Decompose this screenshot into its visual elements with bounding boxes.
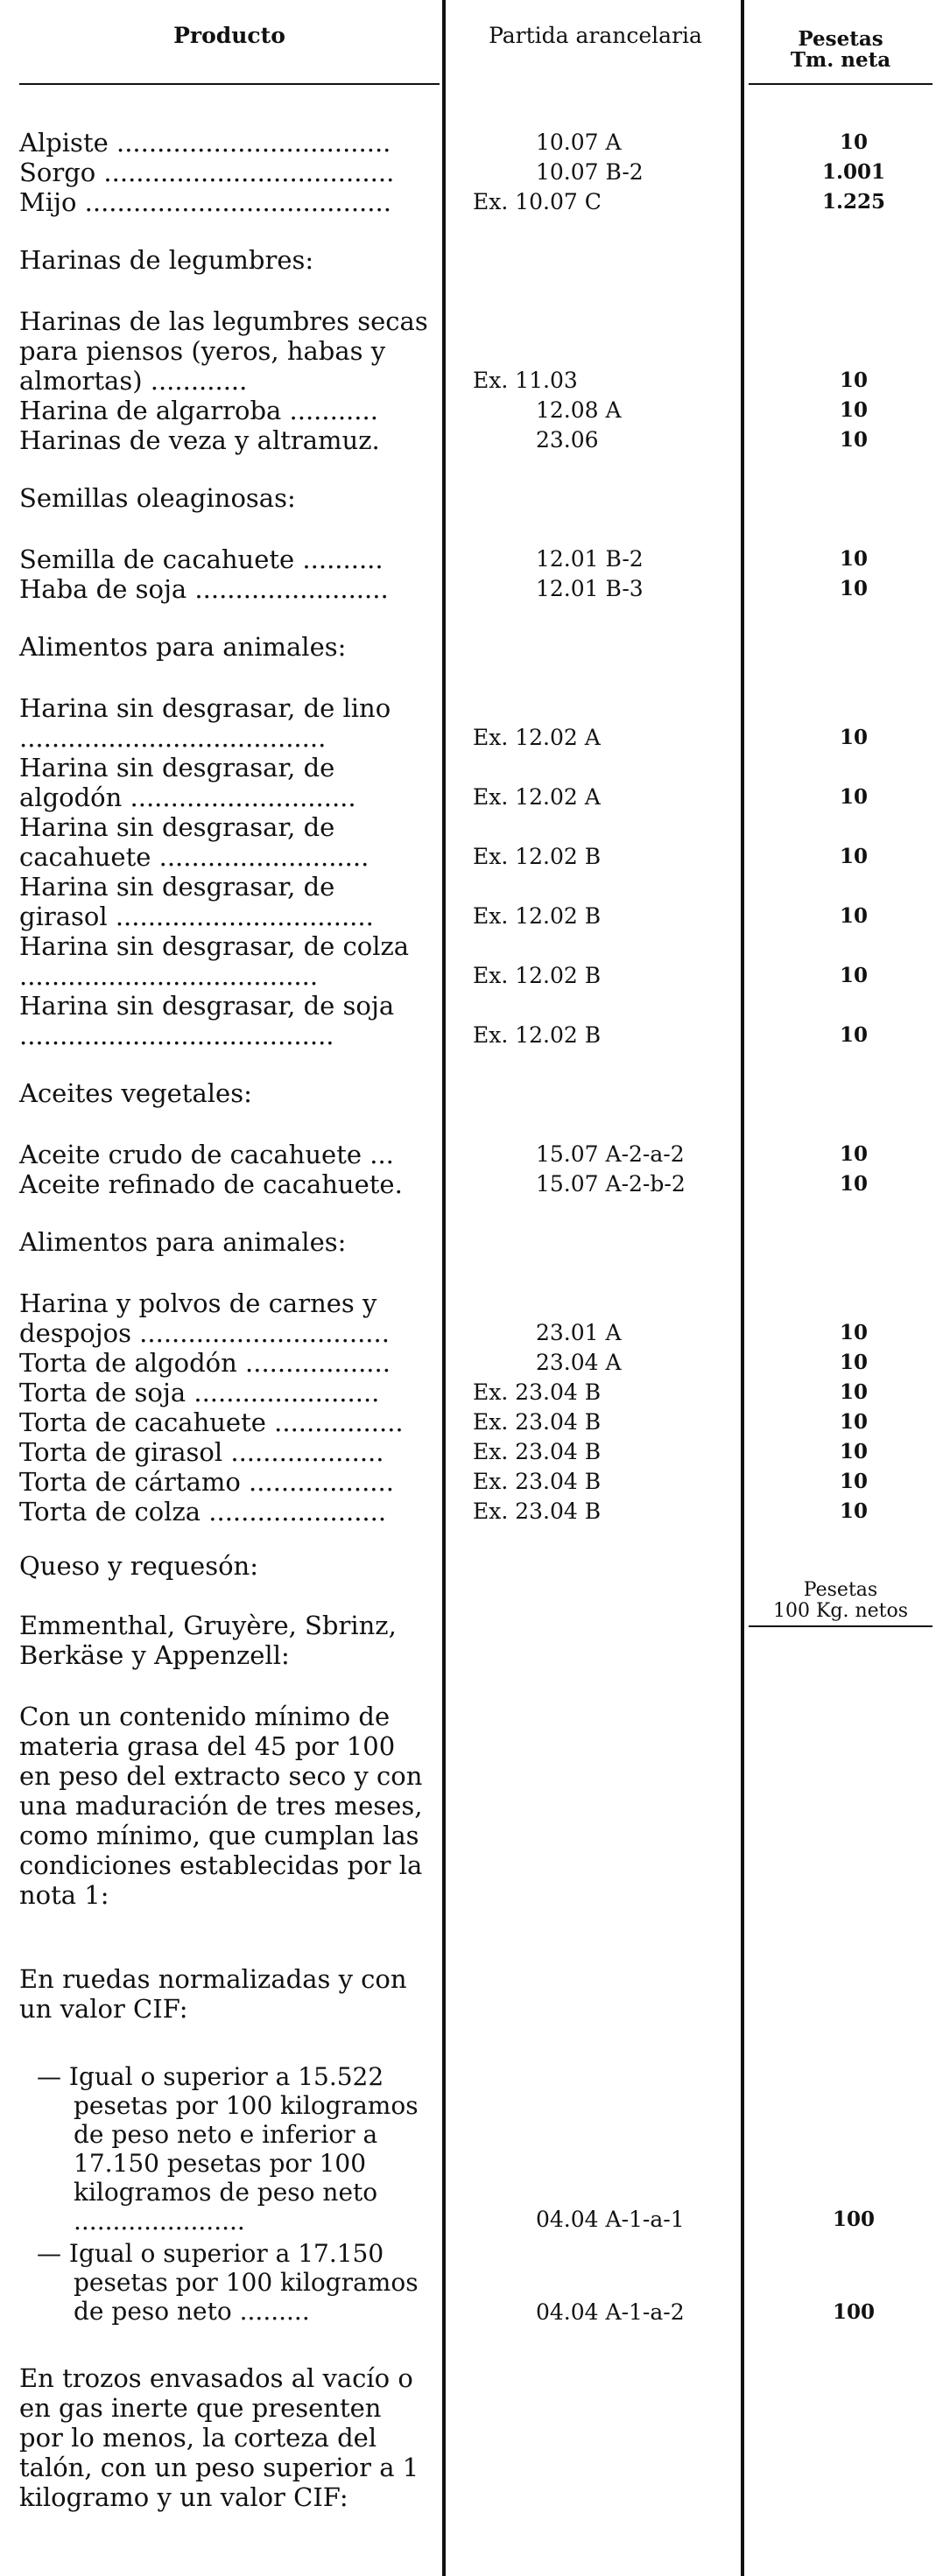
row-product: Torta de algodón .................. (19, 1348, 391, 1378)
row-value: 10 (839, 1172, 868, 1196)
row-value: 10 (839, 1023, 868, 1047)
row-code: Ex. 12.02 B (473, 1022, 602, 1048)
row-product: Alpiste .................................. (19, 128, 391, 158)
row-value: 100 (832, 2300, 875, 2324)
section-heading: Aceites vegetales: (19, 1078, 252, 1108)
row-value: 10 (839, 1440, 868, 1463)
row-code: 12.01 B-3 (536, 576, 644, 601)
row-product: Semilla de cacahuete .......... (19, 544, 384, 574)
row-value: 10 (839, 904, 868, 928)
row-value: 10 (839, 1410, 868, 1434)
row-product: Harina de algarroba ........... (19, 396, 378, 425)
row-product: Harina sin desgrasar, de cacahuete .......................... (19, 812, 369, 872)
row-code: 10.07 B-2 (536, 159, 644, 185)
row-code: 23.01 A (536, 1320, 622, 1345)
section-heading: Queso y requesón: (19, 1551, 258, 1581)
row-code: Ex. 12.02 B (473, 963, 602, 988)
column-rule-left (442, 0, 446, 2576)
row-product: Aceite refinado de cacahuete. (19, 1169, 403, 1199)
header-partida: Partida arancelaria (489, 23, 702, 48)
header2-rule (749, 1625, 932, 1627)
row-value: 10 (839, 1380, 868, 1404)
row-code: 10.07 A (536, 130, 622, 155)
row-value: 10 (839, 964, 868, 987)
row-product: Harinas de veza y altramuz. (19, 425, 380, 455)
row-product: Torta de soja ....................... (19, 1378, 380, 1407)
header-pesetas-2: Tm. neta (790, 48, 891, 72)
row-value: 10 (839, 577, 868, 600)
row-value: 10 (839, 428, 868, 452)
row-product: Torta de girasol ................... (19, 1437, 384, 1467)
row-value: 10 (839, 1321, 868, 1344)
column-rule-right (741, 0, 744, 2576)
section-heading: En ruedas normalizadas y con un valor CIF: (19, 1964, 407, 2024)
row-product: Harinas de las legumbres secas para piensos (yeros, habas y almortas) ............ (19, 306, 428, 396)
section-heading: Harinas de legumbres: (19, 245, 314, 275)
row-code: 23.04 A (536, 1350, 622, 1375)
header-producto: Producto (173, 23, 285, 48)
header2-pesetas-1: Pesetas (803, 1579, 878, 1601)
row-value: 10 (839, 1499, 868, 1523)
row-value: 1.225 (821, 190, 886, 214)
section-heading: Alimentos para animales: (19, 1227, 347, 1257)
row-product: Harina sin desgrasar, de colza ..................................... (19, 931, 410, 991)
row-value: 10 (839, 785, 868, 809)
row-product: Aceite crudo de cacahuete ... (19, 1140, 394, 1169)
row-value: 10 (839, 1470, 868, 1493)
row-code: Ex. 11.03 (473, 368, 578, 393)
dash-item-text: — Igual o superior a 15.522 pesetas por 100 kilogramos de peso neto e inferior a 17.150 pesetas por 100 kilogramos de peso neto ...................... (37, 2062, 419, 2236)
dash-item (37, 2062, 431, 2236)
row-code: 04.04 A-1-a-1 (536, 2207, 685, 2232)
row-code: 12.08 A (536, 397, 622, 423)
row-value: 1.001 (821, 160, 886, 184)
section-heading: Con un contenido mínimo de materia grasa del 45 por 100 en peso del extracto seco y con una maduración de tres meses, como mínimo, que cumplan las condiciones establecidas por la nota 1: (19, 1702, 423, 1910)
row-product: Harina sin desgrasar, de soja ....................................... (19, 991, 395, 1050)
row-product: Mijo ...................................... (19, 187, 391, 217)
header-rule-right (749, 83, 932, 85)
row-code: Ex. 23.04 B (473, 1439, 602, 1464)
row-code: 12.01 B-2 (536, 546, 644, 572)
row-code: Ex. 23.04 B (473, 1499, 602, 1524)
row-value: 10 (839, 130, 868, 154)
row-value: 100 (832, 2207, 875, 2231)
row-code: 15.07 A-2-a-2 (536, 1141, 685, 1167)
row-product: Torta de cacahuete ................ (19, 1407, 404, 1437)
header-rule-left (19, 83, 440, 85)
row-code: Ex. 23.04 B (473, 1409, 602, 1435)
dash-item (37, 2239, 431, 2326)
row-value: 10 (839, 547, 868, 571)
row-code: 15.07 A-2-b-2 (536, 1171, 686, 1197)
row-code: Ex. 12.02 A (473, 784, 601, 810)
row-value: 10 (839, 1142, 868, 1166)
row-code: Ex. 12.02 B (473, 844, 602, 869)
row-code: 04.04 A-1-a-2 (536, 2299, 685, 2325)
header2-pesetas-2: 100 Kg. netos (772, 1600, 909, 1622)
row-product: Harina sin desgrasar, de lino ...................................... (19, 693, 391, 753)
row-product: Harina y polvos de carnes y despojos ............................... (19, 1288, 390, 1348)
row-code: 23.06 (536, 427, 599, 453)
row-value: 10 (839, 398, 868, 422)
row-product: Harina sin desgrasar, de girasol ................................ (19, 872, 374, 931)
row-product: Torta de cártamo .................. (19, 1467, 394, 1497)
row-code: Ex. 12.02 A (473, 725, 601, 750)
section-heading: En trozos envasados al vacío o en gas inerte que presenten por lo menos, la corteza del talón, con un peso superior a 1 kilogramo y un valor CIF: (19, 2363, 419, 2512)
row-code: Ex. 23.04 B (473, 1379, 602, 1405)
row-value: 10 (839, 369, 868, 392)
row-code: Ex. 23.04 B (473, 1469, 602, 1494)
row-code: Ex. 10.07 C (473, 189, 602, 214)
section-heading: Emmenthal, Gruyère, Sbrinz, Berkäse y Appenzell: (19, 1611, 397, 1670)
row-value: 10 (839, 845, 868, 868)
row-product: Haba de soja ........................ (19, 574, 389, 604)
header-pesetas-1: Pesetas (798, 27, 883, 51)
row-value: 10 (839, 1351, 868, 1374)
dash-item-text: — Igual o superior a 17.150 pesetas por 100 kilogramos de peso neto ......... (37, 2239, 419, 2326)
row-code: Ex. 12.02 B (473, 903, 602, 929)
row-value: 10 (839, 726, 868, 749)
section-heading: Semillas oleaginosas: (19, 483, 296, 513)
row-product: Sorgo .................................... (19, 158, 395, 187)
row-product: Harina sin desgrasar, de algodón ............................ (19, 753, 356, 812)
section-heading: Alimentos para animales: (19, 632, 347, 662)
row-product: Torta de colza ...................... (19, 1497, 387, 1527)
